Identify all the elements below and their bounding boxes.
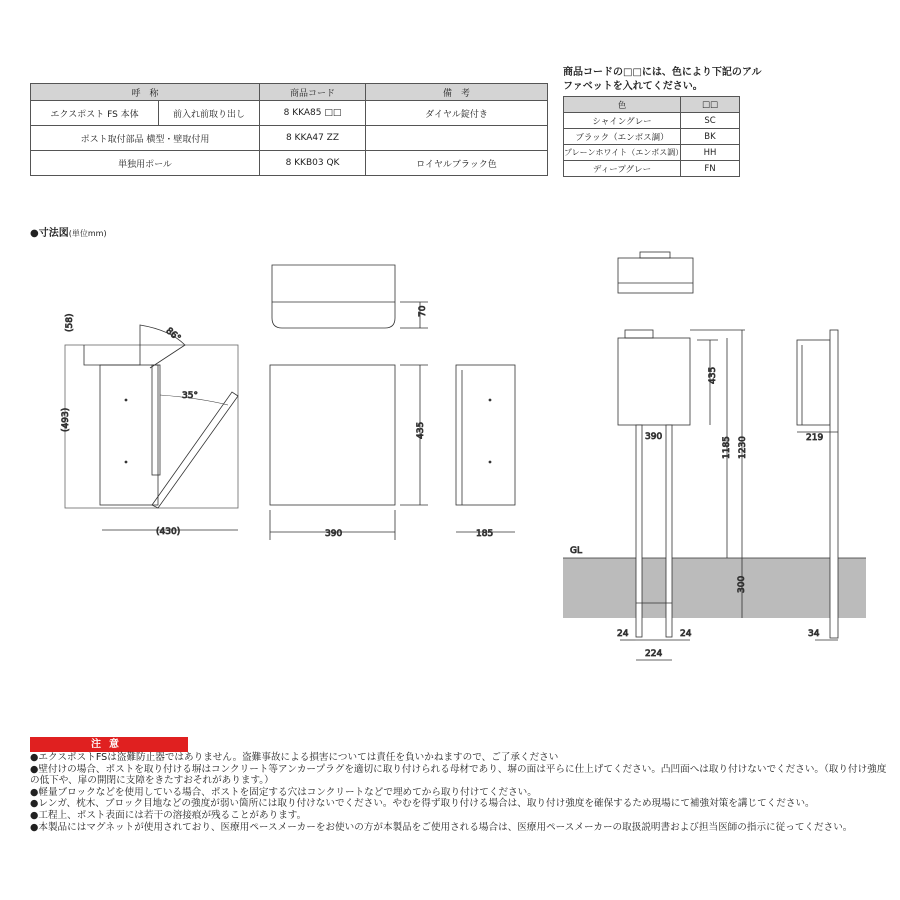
- caution-section: [30, 737, 890, 833]
- cell-name: 単独用ポール: [31, 151, 260, 176]
- cell-code: BK: [681, 129, 740, 145]
- ground-area: [563, 558, 866, 618]
- dim-430: (430): [156, 527, 181, 537]
- angle-35: 35°: [182, 391, 198, 401]
- dim-185: 185: [476, 529, 494, 539]
- header-color: 色: [564, 97, 681, 113]
- side-view-open: [65, 325, 238, 530]
- cell-color: ディープグレー: [564, 161, 681, 177]
- cell-note: ダイヤル錠付き: [366, 101, 548, 126]
- cell-color: ブラック（エンボス調）: [564, 129, 681, 145]
- dim-24-left: 24: [617, 629, 629, 639]
- dim-70: 70: [418, 305, 428, 317]
- cell-name: エクスポスト FS 本体: [31, 101, 159, 126]
- cell-code: 8 KKB03 QK: [260, 151, 366, 176]
- caution-item: ●工程上、ポスト表面には若干の溶接痕が残ることがあります。: [30, 809, 307, 821]
- front-view: [270, 365, 428, 540]
- cell-code: FN: [681, 161, 740, 177]
- dim-1185: 1185: [722, 436, 732, 459]
- caution-item: ●レンガ、枕木、ブロック目地などの強度が弱い箇所には取り付けないでください。やむを得ず取り付ける場合は、取り付け強度を確保するため現場にて補強対策を講じてください。: [30, 798, 815, 810]
- cell-color: プレーンホワイト（エンボス調）: [564, 145, 681, 161]
- dim-24-right: 24: [680, 629, 692, 639]
- section-title: ●寸法図: [30, 228, 69, 239]
- dim-58: (58): [65, 313, 75, 332]
- header-code: 商品コード: [260, 84, 366, 101]
- dim-224: 224: [645, 649, 663, 659]
- cell-name: ポスト取付部品 横型・壁取付用: [31, 126, 260, 151]
- dim-34: 34: [808, 629, 820, 639]
- dim-219: 219: [806, 433, 824, 443]
- cell-code: 8 KKA47 ZZ: [260, 126, 366, 151]
- caution-item: ●壁付けの場合、ポストを取り付ける塀はコンクリート等アンカープラグを適切に取り付けられる母材であり、塀の面は平らに仕上げてください。凸凹面へは取り付けないでください。（取り付け強度の低下や、扉の開閉に支障をきたすおそれがあります。）: [30, 763, 887, 787]
- dim-300: 300: [737, 575, 747, 593]
- gl-label: GL: [570, 546, 582, 556]
- dim-435: 435: [416, 421, 426, 439]
- cell-sub: 前入れ前取り出し: [159, 101, 260, 126]
- unit-label: (単位mm): [68, 229, 107, 238]
- cell-note: ロイヤルブラック色: [366, 151, 548, 176]
- dim-390-pole: 390: [645, 432, 663, 442]
- side-view: [456, 365, 515, 532]
- dim-435-pole: 435: [708, 366, 718, 384]
- cell-color: シャイングレー: [564, 113, 681, 129]
- caution-item: ●軽量ブロックなどを使用している場合、ポストを固定する穴はコンクリートなどで埋めてから取り付けてください。: [30, 786, 537, 798]
- caution-title: 注意: [30, 737, 188, 752]
- angle-86: 86°: [163, 326, 183, 344]
- cell-code: 8 KKA85 □□: [260, 101, 366, 126]
- header-code: □□: [681, 97, 740, 113]
- dim-390: 390: [325, 529, 343, 539]
- cell-code: HH: [681, 145, 740, 161]
- dim-493: (493): [61, 407, 71, 432]
- caution-item: ●エクスポストFSは盗難防止器ではありません。盗難事故による損害については責任を負いかねますので、ご了承ください: [30, 752, 559, 763]
- pole-top-view: [618, 252, 693, 293]
- dim-1230: 1230: [738, 436, 748, 459]
- cell-code: SC: [681, 113, 740, 129]
- header-name: 呼 称: [31, 84, 260, 101]
- header-note: 備 考: [366, 84, 548, 101]
- caution-item: ●本製品にはマグネットが使用されており、医療用ペースメーカーをお使いの方が本製品をご使用される場合は、医療用ペースメーカーの取扱説明書および担当医師の指示に従ってください。: [30, 821, 853, 833]
- color-code-note: 商品コードの□□には、色により下記のアルファベットを入れてください。: [563, 67, 762, 92]
- top-view: [272, 265, 428, 328]
